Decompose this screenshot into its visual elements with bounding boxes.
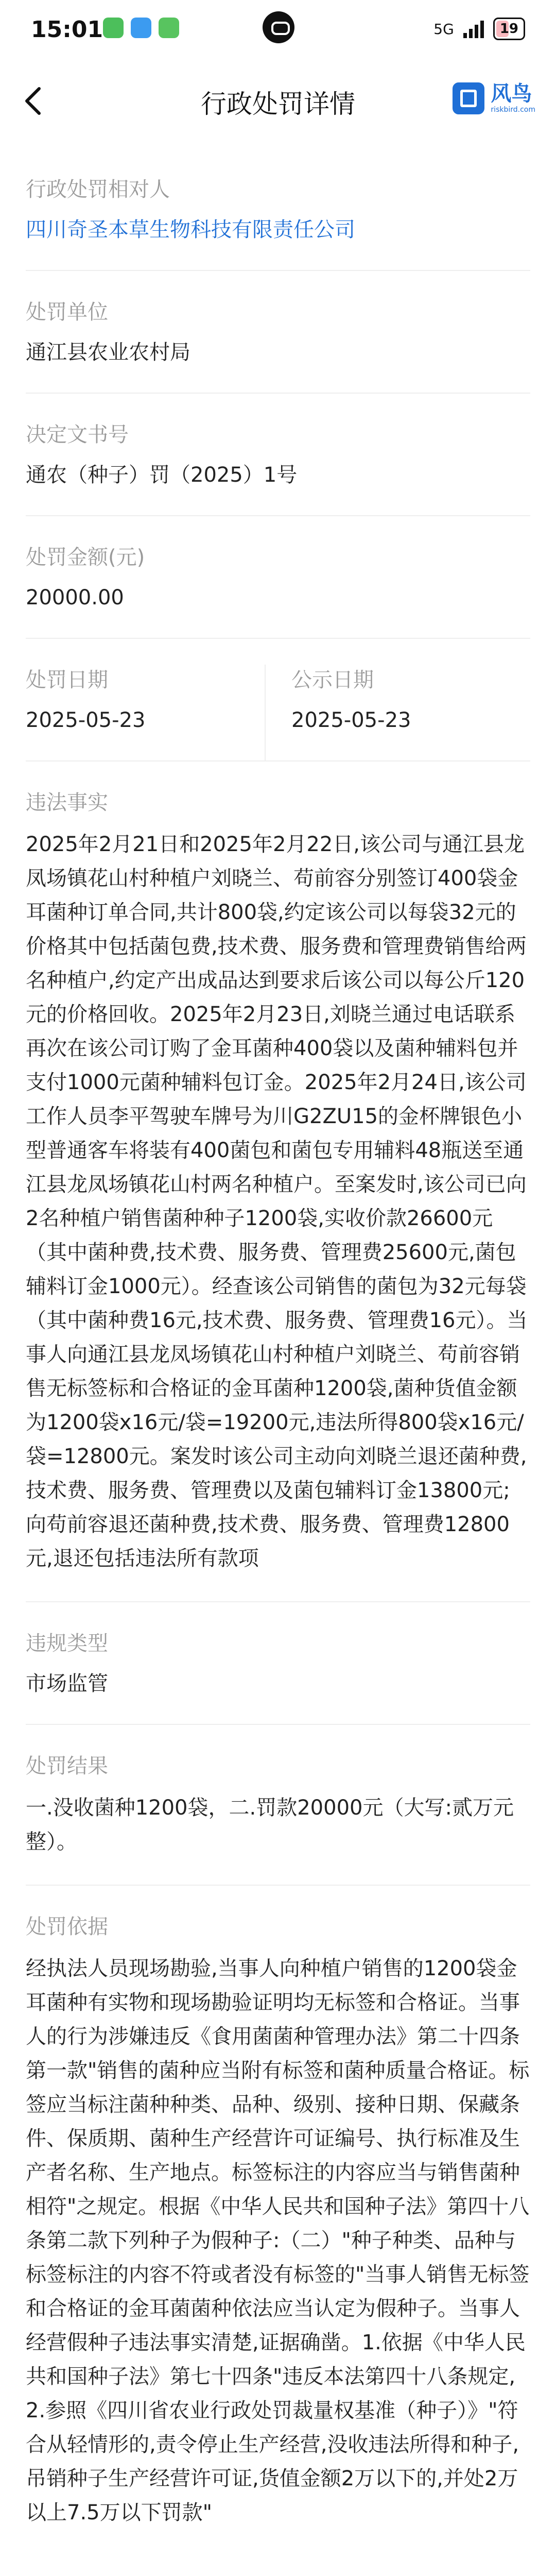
network-label: 5G <box>433 20 454 38</box>
field-value: 通农（种子）罚（2025）1号 <box>26 460 530 516</box>
field-basis <box>0 1886 556 2555</box>
field-value: 经执法人员现场勘验,当事人向种植户销售的1200袋金耳菌种有实物和现场勘验证明均无标签和合格证。当事人的行为涉嫌违反《食用菌菌种管理办法》第二十四条第一款"销售的菌种应当附有标签和菌种质量合格证。标签应当标注菌种种类、品种、级别、接种日期、保藏条件、保质期、菌种生产经营许可证编号、执行标准及生产者名称、生产地点。标签标注的内容应当与销售菌种相符"之规定。根据《中华人民共和国种子法》第四十八条第二款下列种子为假种子:（二）"种子种类、品种与标签标注的内容不符或者没有标签的"当事人销售无标签和合格证的金耳菌菌种依法应当认定为假种子。当事人经营假种子违法事实清楚,证据确凿。1.依据《中华人民共和国种子法》第七十四条"违反本法第四十八条规定,2.参照《四川省农业行政处罚裁量权基准（种子）》"符合从轻情形的,责令停止生产经营,没收违法所得和种子,吊销种子生产经营许可证,货值金额2万以下的,并处2万以上7.5万以下罚款" <box>26 1957 530 2524</box>
field-label: 违法事实 <box>26 791 108 815</box>
field-value: 通江县农业农村局 <box>26 337 530 394</box>
bird-logo-icon <box>453 82 484 114</box>
field-label: 处罚日期 <box>26 668 108 692</box>
field-document-number <box>0 394 556 516</box>
field-public-date <box>265 665 530 760</box>
brand-name: 风鸟 <box>491 82 532 106</box>
field-facts <box>0 761 556 1602</box>
field-violation-type <box>0 1602 556 1725</box>
field-label: 公示日期 <box>291 668 374 692</box>
field-label: 处罚依据 <box>26 1915 108 1939</box>
battery-level: 19 <box>499 21 518 37</box>
status-right <box>433 18 525 40</box>
camera-cutout-icon <box>263 11 294 43</box>
field-value: 2025年2月21日和2025年2月22日,该公司与通江县龙凤场镇花山村种植户刘晓兰、苟前容分别签订400袋金耳菌种订单合同,共计800袋,约定该公司以每袋32元的价格其中包括菌包费,技术费、服务费和管理费销售给两名种植户,约定产出成品达到要求后该公司以每公斤120元的价格回收。2025年2月23日,刘晓兰通过电话联系再次在该公司订购了金耳菌种400袋以及菌种辅料包并支付1000元菌种辅料包订金。2025年2月24日,该公司工作人员李平驾驶车牌号为川G2ZU15的金杯牌银色小型普通客车将装有400菌包和菌包专用辅料48瓶送至通江县龙凤场镇花山村两名种植户。至案发时,该公司已向2名种植户销售菌种种子1200袋,实收价款26600元（其中菌种费,技术费、服务费、管理费25600元,菌包辅料订金1000元）。经查该公司销售的菌包为32元每袋（其中菌种费16元,技术费、服务费、管理费16元）。当事人向通江县龙凤场镇花山村种植户刘晓兰、苟前容销售无标签标和合格证的金耳菌种1200袋,菌种货值金额为1200袋x16元/袋=19200元,违法所得800袋x16元/袋=12800元。案发时该公司主动向刘晓兰退还菌种费,技术费、服务费、管理费以及菌包辅料订金13800元;向苟前容退还菌种费,技术费、服务费、管理费12800元,退还包括违法所有款项 <box>26 827 530 1602</box>
field-amount <box>0 516 556 639</box>
field-value: 20000.00 <box>26 582 530 639</box>
nav-bar <box>0 57 556 144</box>
company-link[interactable]: 四川奇圣本草生物科技有限责任公司 <box>26 214 530 271</box>
field-value: 市场监管 <box>26 1668 530 1725</box>
chat-icon <box>159 18 179 38</box>
field-label: 行政处罚相对人 <box>26 178 170 201</box>
field-value: 2025-05-23 <box>26 708 146 732</box>
field-result <box>0 1725 556 1886</box>
field-value: 一.没收菌种1200袋，二.罚款20000元（大写:贰万元整）。 <box>26 1791 530 1886</box>
notification-icons <box>103 18 179 38</box>
field-dates <box>0 639 556 761</box>
wechat-icon <box>103 18 124 38</box>
signal-icon <box>463 20 484 38</box>
message-icon <box>131 18 151 38</box>
field-target <box>0 148 556 271</box>
field-label: 决定文书号 <box>26 423 129 447</box>
brand-logo[interactable] <box>453 82 535 114</box>
field-label: 处罚单位 <box>26 300 108 324</box>
field-value: 2025-05-23 <box>291 708 411 732</box>
battery-icon <box>493 18 525 40</box>
field-label: 违规类型 <box>26 1632 108 1655</box>
field-label: 处罚结果 <box>26 1754 108 1778</box>
field-penalty-date <box>26 665 265 760</box>
brand-url: riskbird.com <box>491 106 535 114</box>
field-unit <box>0 271 556 394</box>
status-bar <box>0 0 556 57</box>
detail-content <box>0 148 556 2555</box>
page-title: 行政处罚详情 <box>201 89 355 119</box>
status-time: 15:01 <box>31 16 103 43</box>
field-label: 处罚金额(元) <box>26 546 145 569</box>
